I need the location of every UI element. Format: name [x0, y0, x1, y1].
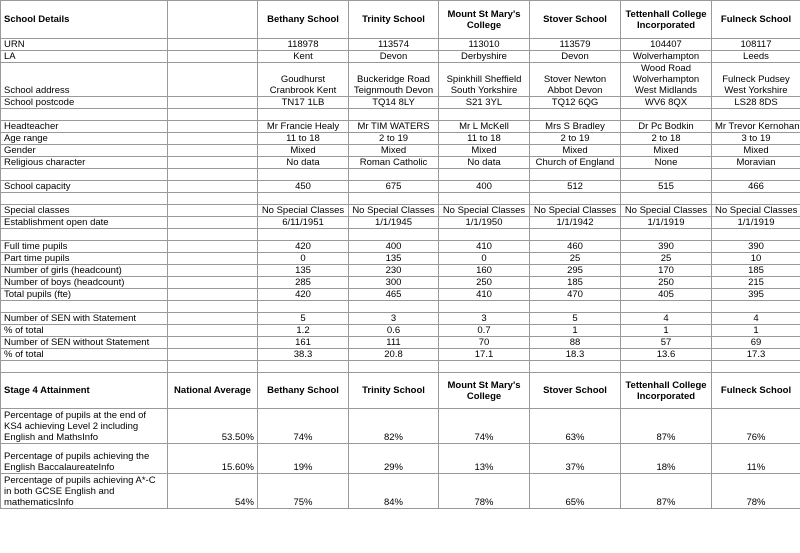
empty-cell [168, 169, 258, 181]
value-cell: 185 [712, 265, 800, 277]
value-cell: 6/11/1951 [258, 217, 349, 229]
data-row [1, 51, 800, 63]
empty-cell [349, 361, 439, 373]
value-cell: Spinkhill Sheffield South Yorkshire [439, 63, 530, 97]
value-cell: 11 to 18 [258, 133, 349, 145]
value-cell: Goudhurst Cranbrook Kent [258, 63, 349, 97]
school-name-header: Bethany School [258, 1, 349, 39]
value-cell: Mixed [258, 145, 349, 157]
empty-cell [168, 277, 258, 289]
attainment-value: 29% [349, 444, 439, 474]
empty-cell [168, 349, 258, 361]
empty-cell [349, 169, 439, 181]
value-cell: 111 [349, 337, 439, 349]
attainment-value: 63% [530, 409, 621, 444]
blank-row [1, 169, 800, 181]
value-cell: 250 [621, 277, 712, 289]
data-row [1, 133, 800, 145]
row-label: Headteacher [1, 121, 168, 133]
value-cell: 17.3 [712, 349, 800, 361]
row-label: Full time pupils [1, 241, 168, 253]
blank-row [1, 301, 800, 313]
empty-cell [621, 169, 712, 181]
data-row [1, 349, 800, 361]
value-cell: LS28 8DS [712, 97, 800, 109]
national-average-header: National Average [168, 373, 258, 409]
value-cell: 0.6 [349, 325, 439, 337]
attainment-label: Percentage of pupils achieving the English BaccalaureateInfo [1, 444, 168, 474]
value-cell: Roman Catholic [349, 157, 439, 169]
header-row [1, 1, 800, 39]
value-cell: Church of England [530, 157, 621, 169]
value-cell: 69 [712, 337, 800, 349]
value-cell: 2 to 19 [530, 133, 621, 145]
value-cell: Mixed [621, 145, 712, 157]
value-cell: 405 [621, 289, 712, 301]
empty-cell [439, 169, 530, 181]
attainment-row [1, 444, 800, 474]
empty-cell [168, 325, 258, 337]
value-cell: 4 [621, 313, 712, 325]
row-label: Number of boys (headcount) [1, 277, 168, 289]
empty-cell [258, 229, 349, 241]
value-cell: 1 [712, 325, 800, 337]
empty-cell [349, 229, 439, 241]
attainment-title: Stage 4 Attainment [1, 373, 168, 409]
empty-cell [168, 253, 258, 265]
empty-cell [712, 361, 800, 373]
attainment-header-row [1, 373, 800, 409]
value-cell: 1/1/1919 [621, 217, 712, 229]
empty-cell [621, 109, 712, 121]
empty-cell [168, 289, 258, 301]
blank-row [1, 229, 800, 241]
value-cell: Moravian [712, 157, 800, 169]
row-label: Religious character [1, 157, 168, 169]
value-cell: 465 [349, 289, 439, 301]
empty-cell [439, 229, 530, 241]
value-cell: 10 [712, 253, 800, 265]
value-cell: 230 [349, 265, 439, 277]
empty-cell [168, 63, 258, 97]
data-row [1, 97, 800, 109]
value-cell: No Special Classes [712, 205, 800, 217]
value-cell: 390 [712, 241, 800, 253]
empty-cell [621, 361, 712, 373]
value-cell: 1 [530, 325, 621, 337]
empty-cell [258, 193, 349, 205]
data-row [1, 265, 800, 277]
empty-cell [258, 109, 349, 121]
row-label: % of total [1, 349, 168, 361]
value-cell: 675 [349, 181, 439, 193]
value-cell: Devon [530, 51, 621, 63]
empty-cell [439, 193, 530, 205]
empty-cell [258, 301, 349, 313]
value-cell: 390 [621, 241, 712, 253]
value-cell: 3 [349, 313, 439, 325]
value-cell: WV6 8QX [621, 97, 712, 109]
value-cell: 70 [439, 337, 530, 349]
blank-row [1, 193, 800, 205]
value-cell: 25 [530, 253, 621, 265]
data-row [1, 325, 800, 337]
row-label: Age range [1, 133, 168, 145]
value-cell: Leeds [712, 51, 800, 63]
school-name-header: Stover School [530, 373, 621, 409]
empty-cell [168, 51, 258, 63]
value-cell: None [621, 157, 712, 169]
value-cell: 1/1/1950 [439, 217, 530, 229]
data-row [1, 63, 800, 97]
value-cell: Mrs S Bradley [530, 121, 621, 133]
attainment-value: 74% [258, 409, 349, 444]
value-cell: 0 [258, 253, 349, 265]
attainment-value: 19% [258, 444, 349, 474]
value-cell: 0.7 [439, 325, 530, 337]
school-name-header: Fulneck School [712, 1, 800, 39]
attainment-value: 84% [349, 474, 439, 509]
value-cell: 470 [530, 289, 621, 301]
row-label: Number of girls (headcount) [1, 265, 168, 277]
empty-cell [168, 217, 258, 229]
value-cell: 0 [439, 253, 530, 265]
data-row [1, 205, 800, 217]
attainment-value: 87% [621, 474, 712, 509]
value-cell: No data [258, 157, 349, 169]
empty-cell [168, 1, 258, 39]
value-cell: Buckeridge Road Teignmouth Devon [349, 63, 439, 97]
empty-cell [1, 361, 168, 373]
value-cell: 400 [349, 241, 439, 253]
value-cell: 400 [439, 181, 530, 193]
empty-cell [258, 169, 349, 181]
empty-cell [621, 229, 712, 241]
value-cell: Mixed [439, 145, 530, 157]
value-cell: Kent [258, 51, 349, 63]
attainment-value: 87% [621, 409, 712, 444]
value-cell: 512 [530, 181, 621, 193]
row-label: School postcode [1, 97, 168, 109]
attainment-label: Percentage of pupils achieving A*-C in both GCSE English and mathematicsInfo [1, 474, 168, 509]
empty-cell [349, 193, 439, 205]
school-name-header: Bethany School [258, 373, 349, 409]
value-cell: TQ12 6QG [530, 97, 621, 109]
data-row [1, 121, 800, 133]
row-label: LA [1, 51, 168, 63]
empty-cell [168, 265, 258, 277]
empty-cell [439, 361, 530, 373]
empty-cell [1, 229, 168, 241]
value-cell: 3 [439, 313, 530, 325]
data-row [1, 241, 800, 253]
empty-cell [168, 193, 258, 205]
empty-cell [168, 313, 258, 325]
empty-cell [439, 301, 530, 313]
school-name-header: Trinity School [349, 373, 439, 409]
value-cell: 25 [621, 253, 712, 265]
value-cell: 113574 [349, 39, 439, 51]
empty-cell [712, 193, 800, 205]
value-cell: 5 [530, 313, 621, 325]
value-cell: 410 [439, 241, 530, 253]
data-row [1, 313, 800, 325]
row-label: Number of SEN without Statement [1, 337, 168, 349]
value-cell: Mr Francie Healy [258, 121, 349, 133]
value-cell: 300 [349, 277, 439, 289]
data-row [1, 253, 800, 265]
attainment-label: Percentage of pupils at the end of KS4 achieving Level 2 including English and MathsInfo [1, 409, 168, 444]
attainment-value: 11% [712, 444, 800, 474]
empty-cell [712, 169, 800, 181]
attainment-value: 74% [439, 409, 530, 444]
empty-cell [258, 361, 349, 373]
row-label: Part time pupils [1, 253, 168, 265]
empty-cell [712, 301, 800, 313]
value-cell: 1/1/1919 [712, 217, 800, 229]
empty-cell [168, 157, 258, 169]
value-cell: 420 [258, 241, 349, 253]
value-cell: 4 [712, 313, 800, 325]
value-cell: Mixed [349, 145, 439, 157]
empty-cell [621, 301, 712, 313]
value-cell: Fulneck Pudsey West Yorkshire [712, 63, 800, 97]
value-cell: TQ14 8LY [349, 97, 439, 109]
empty-cell [349, 109, 439, 121]
attainment-value: 82% [349, 409, 439, 444]
attainment-value: 76% [712, 409, 800, 444]
national-average-value: 54% [168, 474, 258, 509]
value-cell: 113010 [439, 39, 530, 51]
empty-cell [712, 109, 800, 121]
value-cell: 104407 [621, 39, 712, 51]
value-cell: No Special Classes [530, 205, 621, 217]
value-cell: 1 [621, 325, 712, 337]
value-cell: Dr Pc Bodkin [621, 121, 712, 133]
value-cell: 2 to 19 [349, 133, 439, 145]
empty-cell [168, 229, 258, 241]
data-row [1, 39, 800, 51]
value-cell: S21 3YL [439, 97, 530, 109]
empty-cell [530, 169, 621, 181]
empty-cell [168, 39, 258, 51]
empty-cell [168, 145, 258, 157]
value-cell: 88 [530, 337, 621, 349]
row-label: School address [1, 63, 168, 97]
value-cell: 13.6 [621, 349, 712, 361]
empty-cell [168, 337, 258, 349]
attainment-value: 37% [530, 444, 621, 474]
empty-cell [439, 109, 530, 121]
value-cell: 20.8 [349, 349, 439, 361]
school-name-header: Tettenhall College Incorporated [621, 373, 712, 409]
value-cell: 1/1/1945 [349, 217, 439, 229]
value-cell: Mr TIM WATERS [349, 121, 439, 133]
value-cell: 450 [258, 181, 349, 193]
value-cell: Wood Road Wolverhampton West Midlands [621, 63, 712, 97]
attainment-row [1, 409, 800, 444]
school-name-header: Tettenhall College Incorporated [621, 1, 712, 39]
data-row [1, 289, 800, 301]
empty-cell [621, 193, 712, 205]
school-name-header: Mount St Mary's College [439, 1, 530, 39]
row-label: Gender [1, 145, 168, 157]
value-cell: 5 [258, 313, 349, 325]
school-name-header: Mount St Mary's College [439, 373, 530, 409]
value-cell: 295 [530, 265, 621, 277]
value-cell: 185 [530, 277, 621, 289]
value-cell: 57 [621, 337, 712, 349]
row-label: Establishment open date [1, 217, 168, 229]
school-name-header: Stover School [530, 1, 621, 39]
value-cell: 1.2 [258, 325, 349, 337]
value-cell: 515 [621, 181, 712, 193]
value-cell: Wolverhampton [621, 51, 712, 63]
empty-cell [530, 229, 621, 241]
row-label: URN [1, 39, 168, 51]
attainment-value: 78% [439, 474, 530, 509]
school-name-header: Fulneck School [712, 373, 800, 409]
empty-cell [168, 361, 258, 373]
value-cell: 135 [349, 253, 439, 265]
blank-row [1, 361, 800, 373]
blank-row [1, 109, 800, 121]
data-row [1, 145, 800, 157]
row-label: % of total [1, 325, 168, 337]
empty-cell [168, 241, 258, 253]
school-name-header: Trinity School [349, 1, 439, 39]
data-row [1, 157, 800, 169]
value-cell: Mr L McKell [439, 121, 530, 133]
value-cell: 420 [258, 289, 349, 301]
empty-cell [168, 133, 258, 145]
attainment-value: 75% [258, 474, 349, 509]
value-cell: 3 to 19 [712, 133, 800, 145]
empty-cell [712, 229, 800, 241]
value-cell: 18.3 [530, 349, 621, 361]
value-cell: 118978 [258, 39, 349, 51]
empty-cell [530, 109, 621, 121]
value-cell: 113579 [530, 39, 621, 51]
value-cell: 460 [530, 241, 621, 253]
value-cell: 11 to 18 [439, 133, 530, 145]
row-label: Total pupils (fte) [1, 289, 168, 301]
value-cell: 1/1/1942 [530, 217, 621, 229]
data-row [1, 277, 800, 289]
empty-cell [530, 361, 621, 373]
value-cell: 250 [439, 277, 530, 289]
value-cell: Mixed [712, 145, 800, 157]
national-average-value: 53.50% [168, 409, 258, 444]
value-cell: 108117 [712, 39, 800, 51]
attainment-value: 78% [712, 474, 800, 509]
value-cell: Mixed [530, 145, 621, 157]
data-row [1, 217, 800, 229]
empty-cell [530, 193, 621, 205]
value-cell: 395 [712, 289, 800, 301]
empty-cell [168, 301, 258, 313]
value-cell: 215 [712, 277, 800, 289]
value-cell: No Special Classes [439, 205, 530, 217]
value-cell: 2 to 18 [621, 133, 712, 145]
value-cell: 170 [621, 265, 712, 277]
value-cell: 285 [258, 277, 349, 289]
value-cell: 135 [258, 265, 349, 277]
row-label: School capacity [1, 181, 168, 193]
table-title: School Details [1, 1, 168, 39]
value-cell: 160 [439, 265, 530, 277]
attainment-row [1, 474, 800, 509]
empty-cell [168, 97, 258, 109]
data-row [1, 337, 800, 349]
value-cell: Derbyshire [439, 51, 530, 63]
empty-cell [1, 109, 168, 121]
value-cell: No Special Classes [621, 205, 712, 217]
value-cell: 161 [258, 337, 349, 349]
value-cell: Stover Newton Abbot Devon [530, 63, 621, 97]
empty-cell [530, 301, 621, 313]
empty-cell [349, 301, 439, 313]
row-label: Special classes [1, 205, 168, 217]
data-row [1, 181, 800, 193]
value-cell: No Special Classes [258, 205, 349, 217]
value-cell: Devon [349, 51, 439, 63]
empty-cell [168, 205, 258, 217]
value-cell: 38.3 [258, 349, 349, 361]
value-cell: TN17 1LB [258, 97, 349, 109]
value-cell: 410 [439, 289, 530, 301]
attainment-value: 65% [530, 474, 621, 509]
attainment-value: 18% [621, 444, 712, 474]
national-average-value: 15.60% [168, 444, 258, 474]
value-cell: 466 [712, 181, 800, 193]
empty-cell [168, 109, 258, 121]
empty-cell [1, 301, 168, 313]
value-cell: No data [439, 157, 530, 169]
empty-cell [168, 181, 258, 193]
row-label: Number of SEN with Statement [1, 313, 168, 325]
empty-cell [1, 193, 168, 205]
attainment-value: 13% [439, 444, 530, 474]
empty-cell [168, 121, 258, 133]
value-cell: No Special Classes [349, 205, 439, 217]
value-cell: Mr Trevor Kernohan [712, 121, 800, 133]
value-cell: 17.1 [439, 349, 530, 361]
empty-cell [1, 169, 168, 181]
